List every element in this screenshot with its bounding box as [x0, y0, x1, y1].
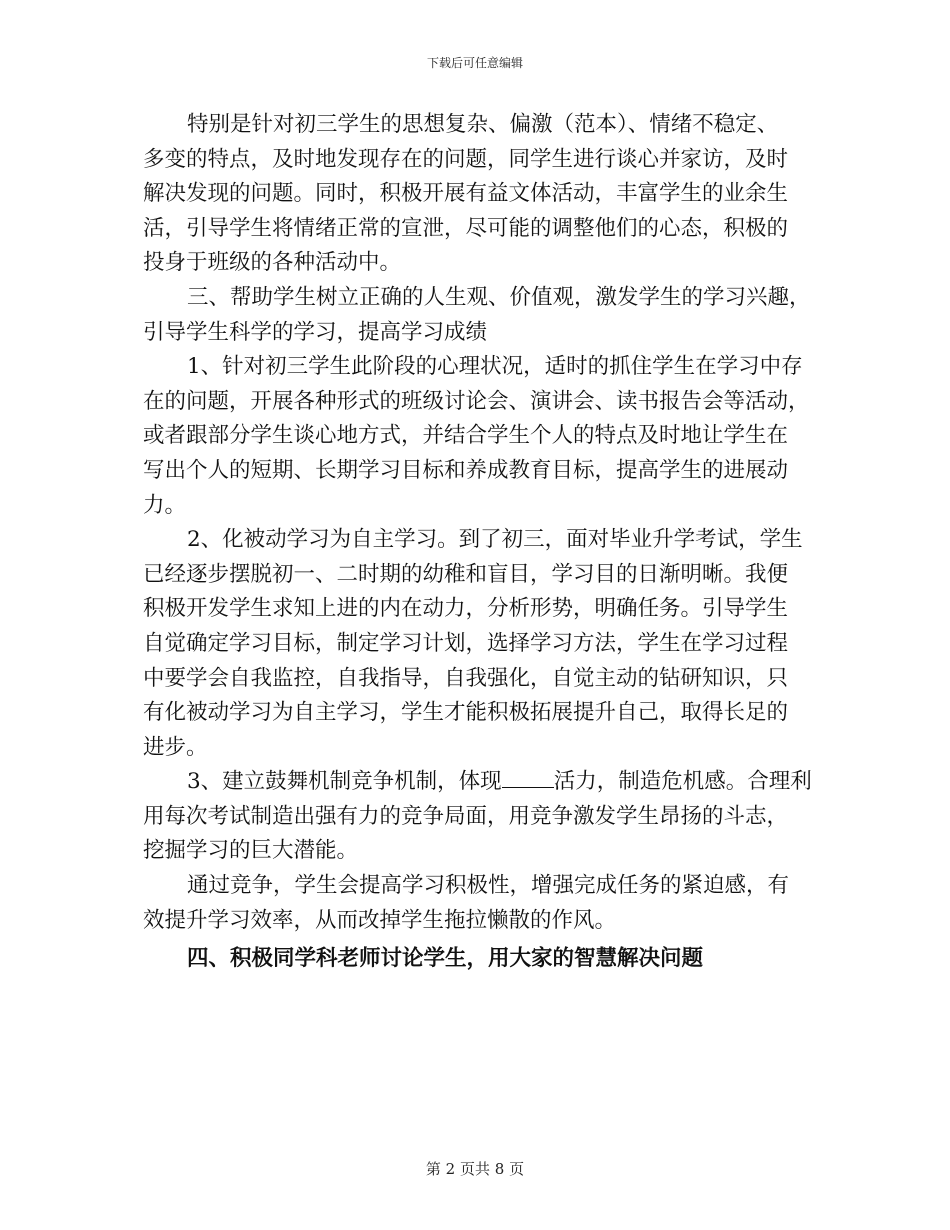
- text-line: 多变的特点，及时地发现存在的问题，同学生进行谈心并家访，及时: [143, 146, 789, 172]
- page-footer: 第 2 页共 8 页: [425, 1160, 525, 1178]
- text-line: 有化被动学习为自主学习，学生才能积极拓展提升自己，取得长足的: [143, 700, 789, 726]
- text-line: 在的问题，开展各种形式的班级讨论会、演讲会、读书报告会等活动，: [143, 388, 810, 414]
- text-line: 写出个人的短期、长期学习目标和养成教育目标，提高学生的进展动: [143, 457, 789, 483]
- text-line: 效提升学习效率，从而改掉学生拖拉懒散的作风。: [143, 907, 617, 933]
- text-line: 三、帮助学生树立正确的人生观、价值观，激发学生的学习兴趣，: [187, 284, 811, 310]
- text-line: 用每次考试制造出强有力的竞争局面，用竞争激发学生昂扬的斗志，: [143, 803, 789, 829]
- text-line: 活，引导学生将情绪正常的宣泄，尽可能的调整他们的心态，积极的: [143, 215, 789, 241]
- text-line: 通过竞争，学生会提高学习积极性，增强完成任务的紧迫感，有: [187, 873, 790, 899]
- text-line: 自觉确定学习目标，制定学习计划，选择学习方法，学生在学习过程: [143, 630, 789, 656]
- paragraph-item-1: [143, 350, 813, 523]
- paragraph-competition: [143, 869, 813, 938]
- text-line: 四、积极同学科老师讨论学生，用大家的智慧解决问题: [187, 946, 704, 972]
- text-line: 投身于班级的各种活动中。: [143, 250, 402, 276]
- section-4-heading: [143, 942, 813, 977]
- text-line: 挖掘学习的巨大潜能。: [143, 838, 359, 864]
- text-line: 进步。: [143, 734, 208, 760]
- text-line: 1、针对初三学生此阶段的心理状况，适时的抓住学生在学习中存: [187, 354, 803, 380]
- fill-blank: [502, 769, 554, 788]
- text-line: 2、化被动学习为自主学习。到了初三，面对毕业升学考试，学生: [187, 527, 803, 553]
- text-line: 力。: [143, 492, 187, 518]
- page-header: 下载后可任意编辑: [426, 56, 523, 70]
- text-segment: 活力，制造危机感。合理利: [553, 769, 812, 795]
- paragraph-item-2: [143, 523, 813, 765]
- text-line: 或者跟部分学生谈心地方式，并结合学生个人的特点及时地让学生在: [143, 423, 789, 449]
- text-line: [143, 765, 813, 800]
- paragraph-item-3: [143, 765, 813, 869]
- document-body: [143, 108, 813, 977]
- text-line: 引导学生科学的学习，提高学习成绩: [143, 319, 488, 345]
- text-line: 解决发现的问题。同时，积极开展有益文体活动，丰富学生的业余生: [143, 181, 789, 207]
- text-line: 积极开发学生求知上进的内在动力，分析形势，明确任务。引导学生: [143, 596, 789, 622]
- text-line: 中要学会自我监控，自我指导，自我强化，自觉主动的钻研知识，只: [143, 665, 789, 691]
- text-line: 已经逐步摆脱初一、二时期的幼稚和盲目，学习目的日渐明晰。我便: [143, 561, 789, 587]
- text-line: 特别是针对初三学生的思想复杂、偏激（范本）、情绪不稳定、: [187, 112, 779, 137]
- text-segment: 3、建立鼓舞机制竞争机制，体现: [187, 769, 502, 795]
- section-3-heading: [143, 281, 813, 350]
- paragraph-1: [143, 108, 813, 281]
